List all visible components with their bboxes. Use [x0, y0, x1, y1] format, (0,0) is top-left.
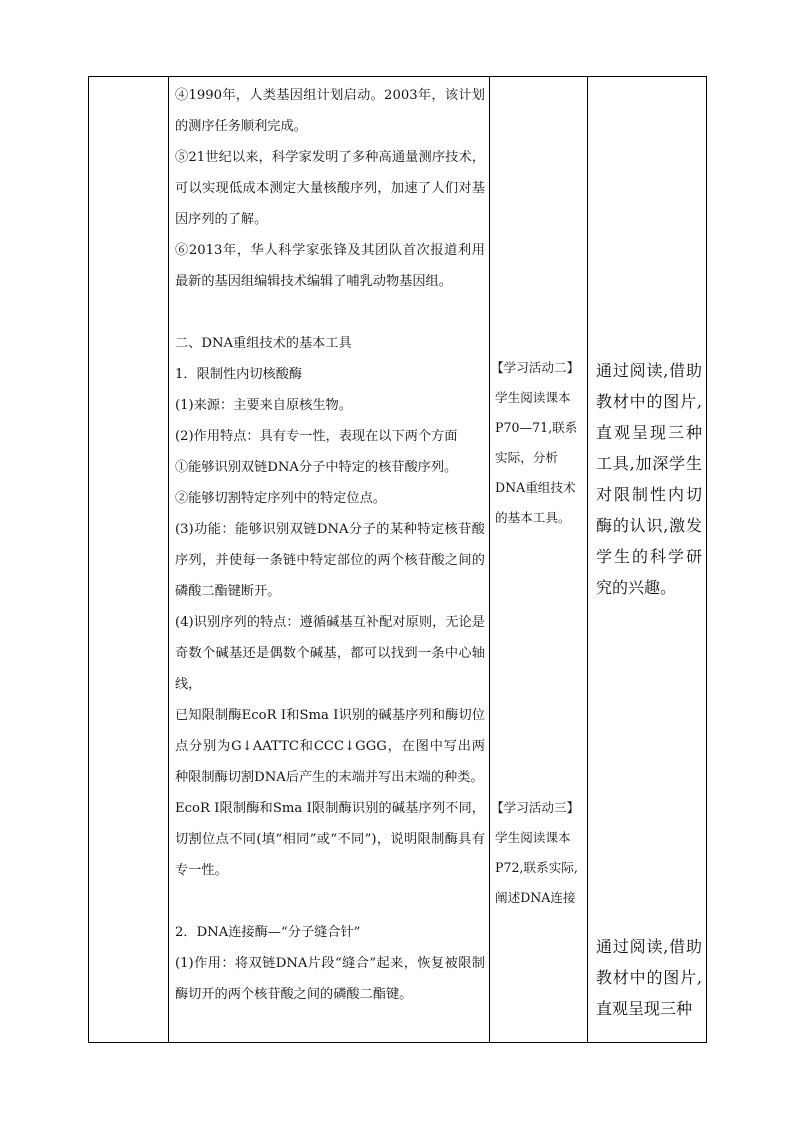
paragraph: (3)功能：能够识别双链DNA分子的某种特定核苷酸序列，并使每一条链中特定部位的两个核苷酸之间的磷酸二酯键断开。: [175, 522, 485, 599]
blank-column-cell: [89, 77, 169, 1043]
activity-block: [490, 793, 587, 913]
activity-text: 学生阅读课本P72,联系实际,阐述DNA连接: [495, 830, 578, 905]
activity-block: [490, 353, 587, 533]
activity-title: 【学习活动二】: [491, 360, 580, 375]
subsection-heading: 1．限制性内切核酸酶: [175, 367, 303, 382]
table-row: [89, 77, 707, 1043]
paragraph: EcoR Ⅰ限制酶和Sma Ⅰ限制酶识别的碱基序列不同，切割位点不同(填“相同”或“不同”)，说明限制酶具有专一性。: [175, 801, 485, 878]
lesson-plan-table: [88, 76, 707, 1043]
activity-column-cell: [490, 77, 588, 1043]
paragraph: ⑥2013年，华人科学家张锋及其团队首次报道利用最新的基因组编辑技术编辑了哺乳动物基因组。: [175, 243, 485, 289]
content-column-cell: [169, 77, 490, 1043]
section-heading: 二、DNA重组技术的基本工具: [175, 336, 352, 351]
paragraph: ①能够识别双链DNA分子中特定的核苷酸序列。: [175, 460, 458, 475]
activity-text: 学生阅读课本P70—71,联系实际，分析DNA重组技术的基本工具。: [495, 390, 578, 525]
subsection-heading: 2．DNA连接酶—“分子缝合针”: [175, 925, 361, 940]
paragraph: (1)来源：主要来自原核生物。: [175, 398, 352, 413]
activity-title: 【学习活动三】: [491, 800, 580, 815]
paragraph: (2)作用特点：具有专一性，表现在以下两个方面: [175, 429, 458, 444]
goal-column-cell: [588, 77, 707, 1043]
spacer: [175, 297, 485, 328]
paragraph: ④1990年，人类基因组计划启动。2003年，该计划的测序任务顺利完成。: [175, 88, 485, 134]
paragraph: ②能够切割特定序列中的特定位点。: [175, 491, 386, 506]
paragraph: ⑤21世纪以来，科学家发明了多种高通量测序技术，可以实现低成本测定大量核酸序列，加速了人们对基因序列的了解。: [175, 150, 485, 227]
paragraph: (1)作用：将双链DNA片段“缝合”起来，恢复被限制酶切开的两个核苷酸之间的磷酸二酯键。: [175, 956, 485, 1002]
spacer: [175, 886, 485, 917]
paragraph: (4)识别序列的特点：遵循碱基互补配对原则，无论是奇数个碱基还是偶数个碱基，都可以找到一条中心轴线，: [175, 615, 485, 692]
design-intent-text: 通过阅读,借助教材中的图片,直观呈现三种: [596, 937, 702, 1018]
paragraph: 已知限制酶EcoR Ⅰ和Sma Ⅰ识别的碱基序列和酶切位点分别为G↓AATTC和CCC↓GGG，在图中写出两种限制酶切割DNA后产生的末端并写出末端的种类。: [175, 708, 485, 785]
design-intent-text: 通过阅读,借助教材中的图片,直观呈现三种工具,加深学生对限制性内切酶的认识,激发学生的科学研究的兴趣。: [596, 361, 702, 597]
content-text: [169, 77, 489, 1010]
